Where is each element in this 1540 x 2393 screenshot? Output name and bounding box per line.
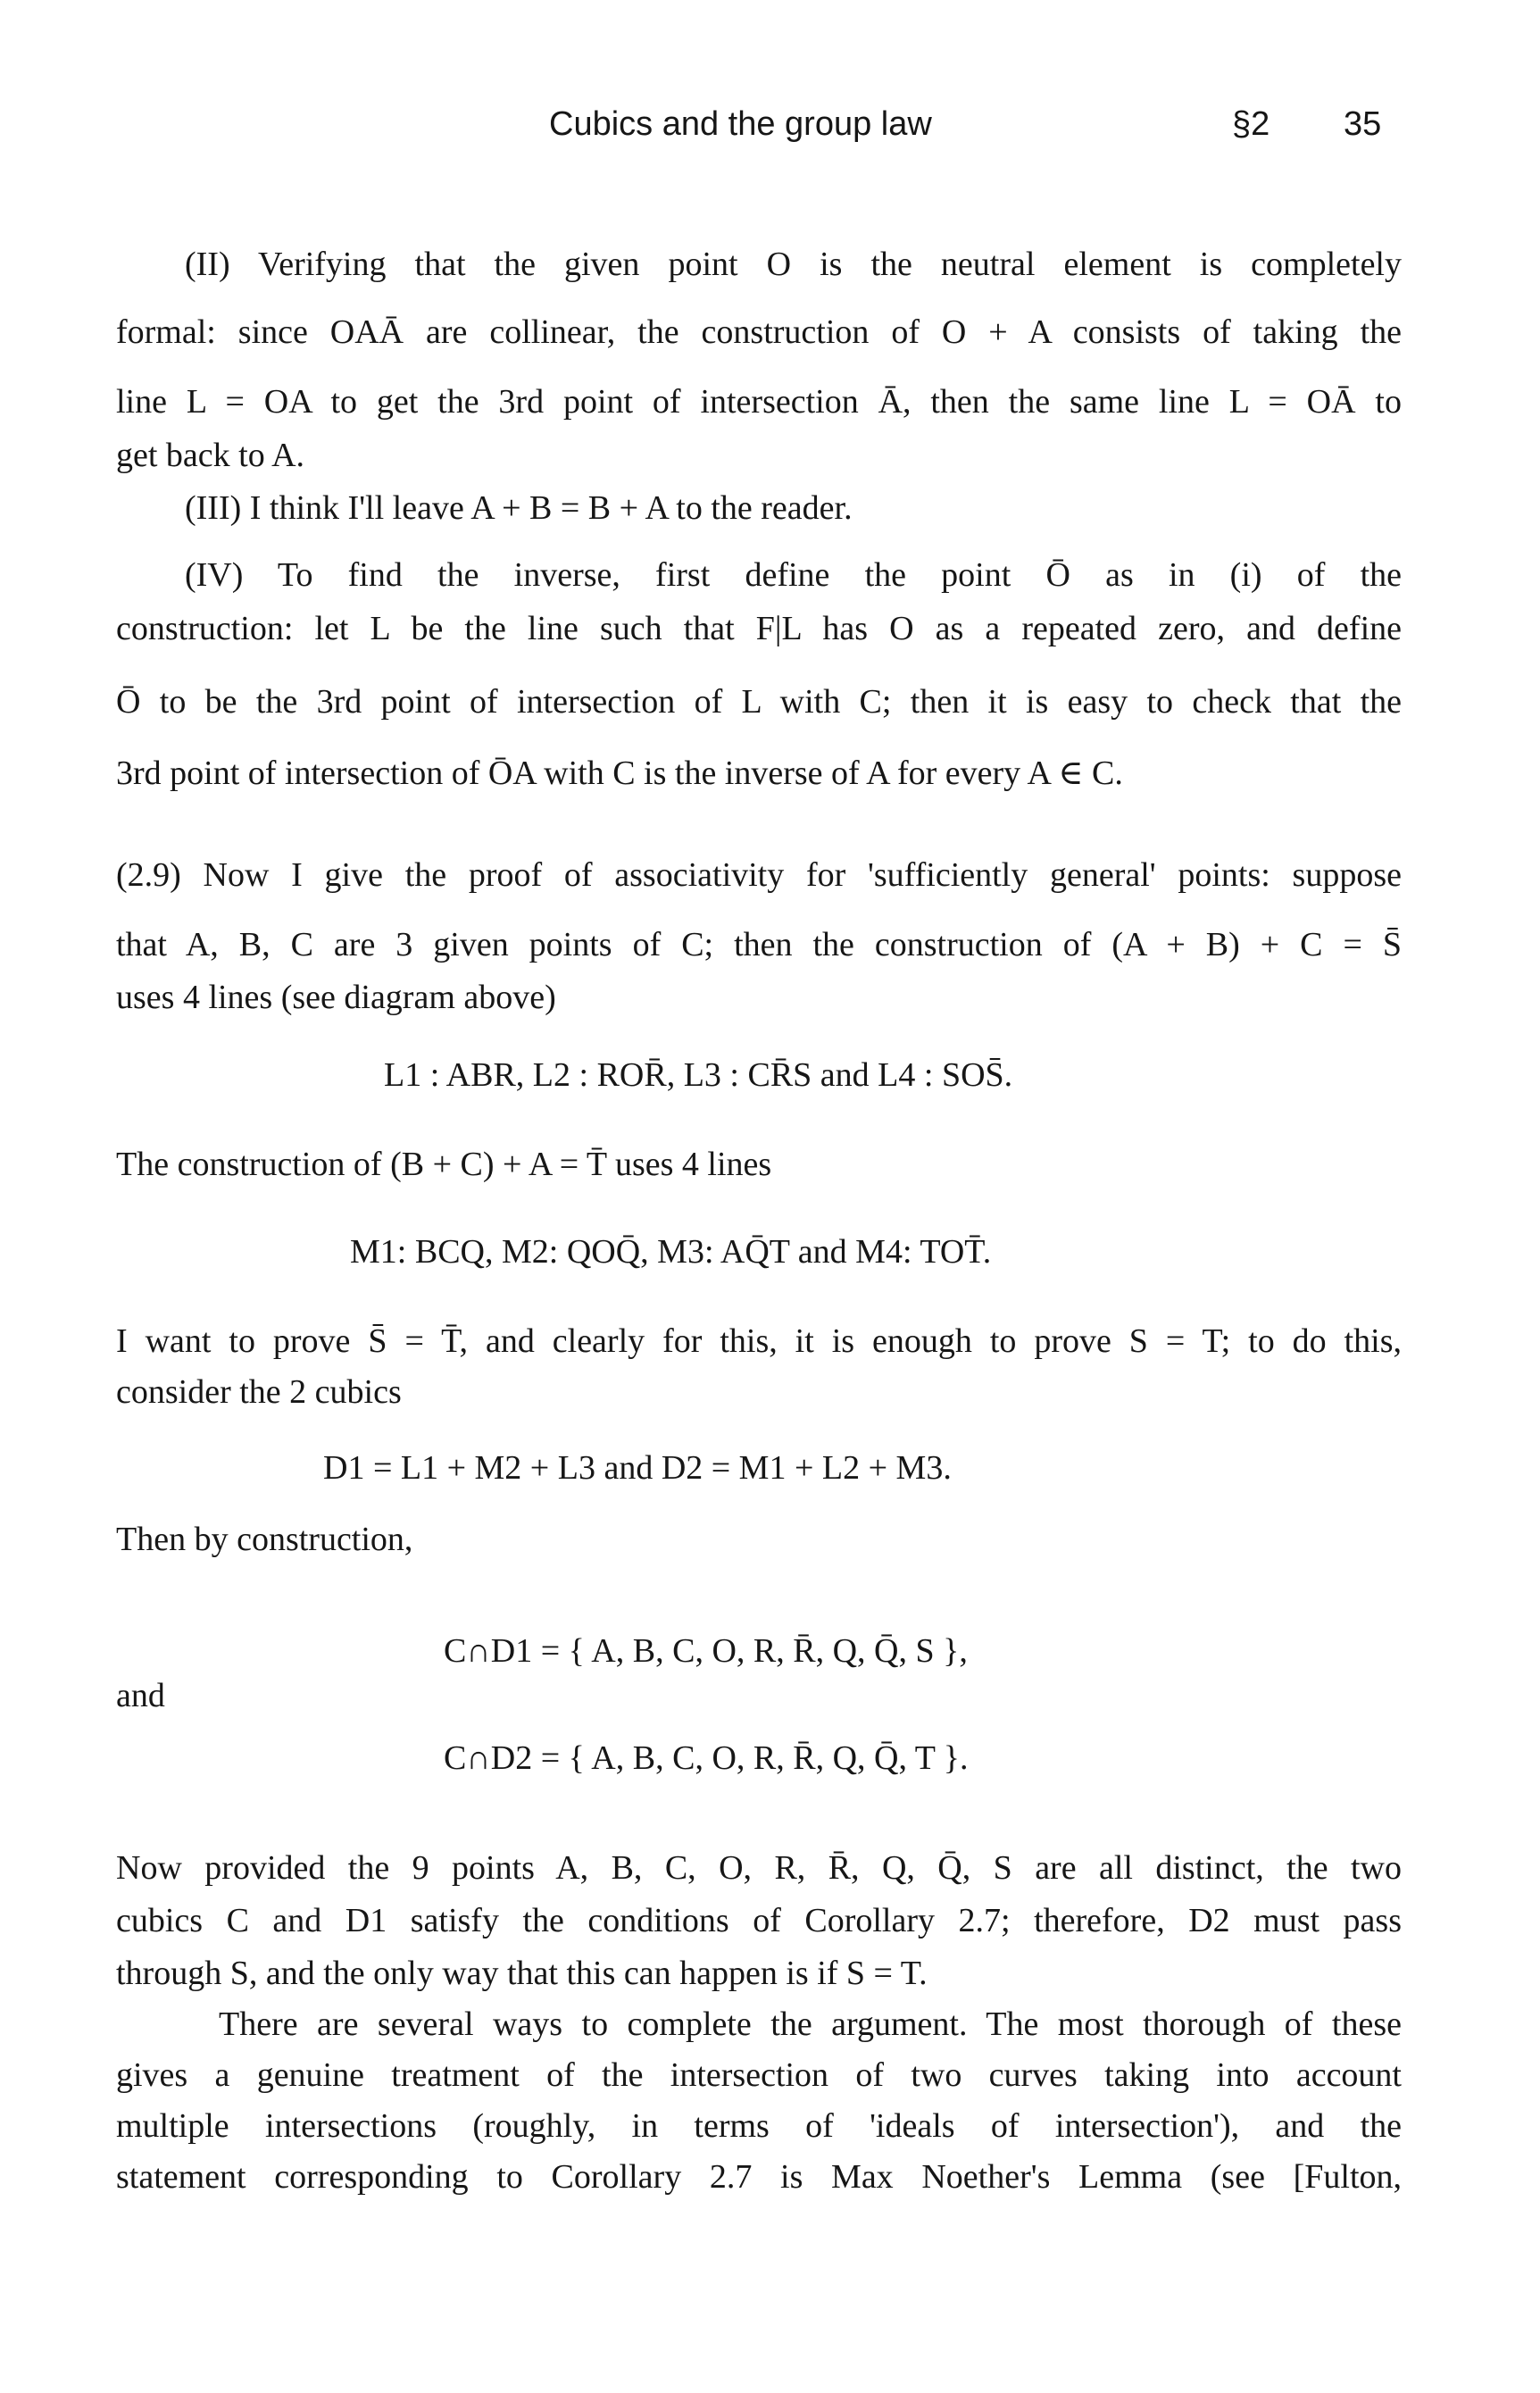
para-IV-line-3: Ō to be the 3rd point of intersection of L with C; then it is easy to check that the bbox=[116, 683, 1402, 721]
para-now-line-2: cubics C and D1 satisfy the conditions of Corollary 2.7; therefore, D2 must pass bbox=[116, 1902, 1402, 1939]
para-IV-line-2: construction: let L be the line such that F|L has O as a repeated zero, and define bbox=[116, 610, 1402, 647]
running-header bbox=[0, 105, 1540, 150]
construction-T-line: The construction of (B + C) + A = T̄ uses 4 lines bbox=[116, 1146, 772, 1183]
prove-line-1: I want to prove S̄ = T̄, and clearly for this, it is enough to prove S = T; to do this, bbox=[116, 1322, 1402, 1360]
para-several-line-4: statement corresponding to Corollary 2.7 is Max Noether's Lemma (see [Fulton, bbox=[116, 2158, 1402, 2196]
para-III-line-1: (III) I think I'll leave A + B = B + A to the reader. bbox=[185, 489, 853, 527]
para-several-line-1: There are several ways to complete the argument. The most thorough of these bbox=[219, 2005, 1402, 2043]
para-2-9-line-1: (2.9) Now I give the proof of associativity for 'sufficiently general' points: suppose bbox=[116, 856, 1402, 894]
para-now-line-1: Now provided the 9 points A, B, C, O, R, R̄, Q, Q̄, S are all distinct, the two bbox=[116, 1849, 1402, 1887]
equation-C-cap-D2: C∩D2 = { A, B, C, O, R, R̄, Q, Q̄, T }. bbox=[444, 1739, 969, 1777]
equation-C-cap-D1: C∩D1 = { A, B, C, O, R, R̄, Q, Q̄, S }, bbox=[444, 1632, 968, 1670]
page-number: 35 bbox=[1344, 105, 1382, 143]
equation-D-cubics: D1 = L1 + M2 + L3 and D2 = M1 + L2 + M3. bbox=[323, 1449, 952, 1487]
section-number: §2 bbox=[1232, 105, 1270, 143]
para-2-9-line-2: that A, B, C are 3 given points of C; then the construction of (A + B) + C = S̄ bbox=[116, 926, 1402, 963]
equation-L-lines: L1 : ABR, L2 : ROR̄, L3 : CR̄S and L4 : SOS̄. bbox=[384, 1056, 1013, 1094]
equation-M-lines: M1: BCQ, M2: QOQ̄, M3: AQ̄T and M4: TOT̄. bbox=[350, 1233, 992, 1271]
para-IV-line-4: 3rd point of intersection of ŌA with C is the inverse of A for every A ∈ C. bbox=[116, 755, 1123, 792]
para-II-line-2: formal: since OAĀ are collinear, the construction of O + A consists of taking the bbox=[116, 313, 1402, 351]
para-II-line-3: line L = OA to get the 3rd point of intersection Ā, then the same line L = OĀ to bbox=[116, 383, 1402, 421]
para-several-line-3: multiple intersections (roughly, in terms of 'ideals of intersection'), and the bbox=[116, 2107, 1402, 2145]
para-2-9-line-3: uses 4 lines (see diagram above) bbox=[116, 979, 556, 1016]
then-by-construction: Then by construction, bbox=[116, 1521, 413, 1558]
and-word: and bbox=[116, 1677, 165, 1714]
para-now-line-3: through S, and the only way that this can happen is if S = T. bbox=[116, 1955, 928, 1992]
para-several-line-2: gives a genuine treatment of the intersection of two curves taking into account bbox=[116, 2056, 1402, 2094]
prove-line-2: consider the 2 cubics bbox=[116, 1373, 402, 1411]
para-IV-line-1: (IV) To find the inverse, first define the point Ō as in (i) of the bbox=[185, 556, 1402, 594]
para-II-line-1: (II) Verifying that the given point O is the neutral element is completely bbox=[185, 246, 1402, 283]
running-title: Cubics and the group law bbox=[549, 105, 932, 143]
para-II-line-4: get back to A. bbox=[116, 437, 305, 474]
